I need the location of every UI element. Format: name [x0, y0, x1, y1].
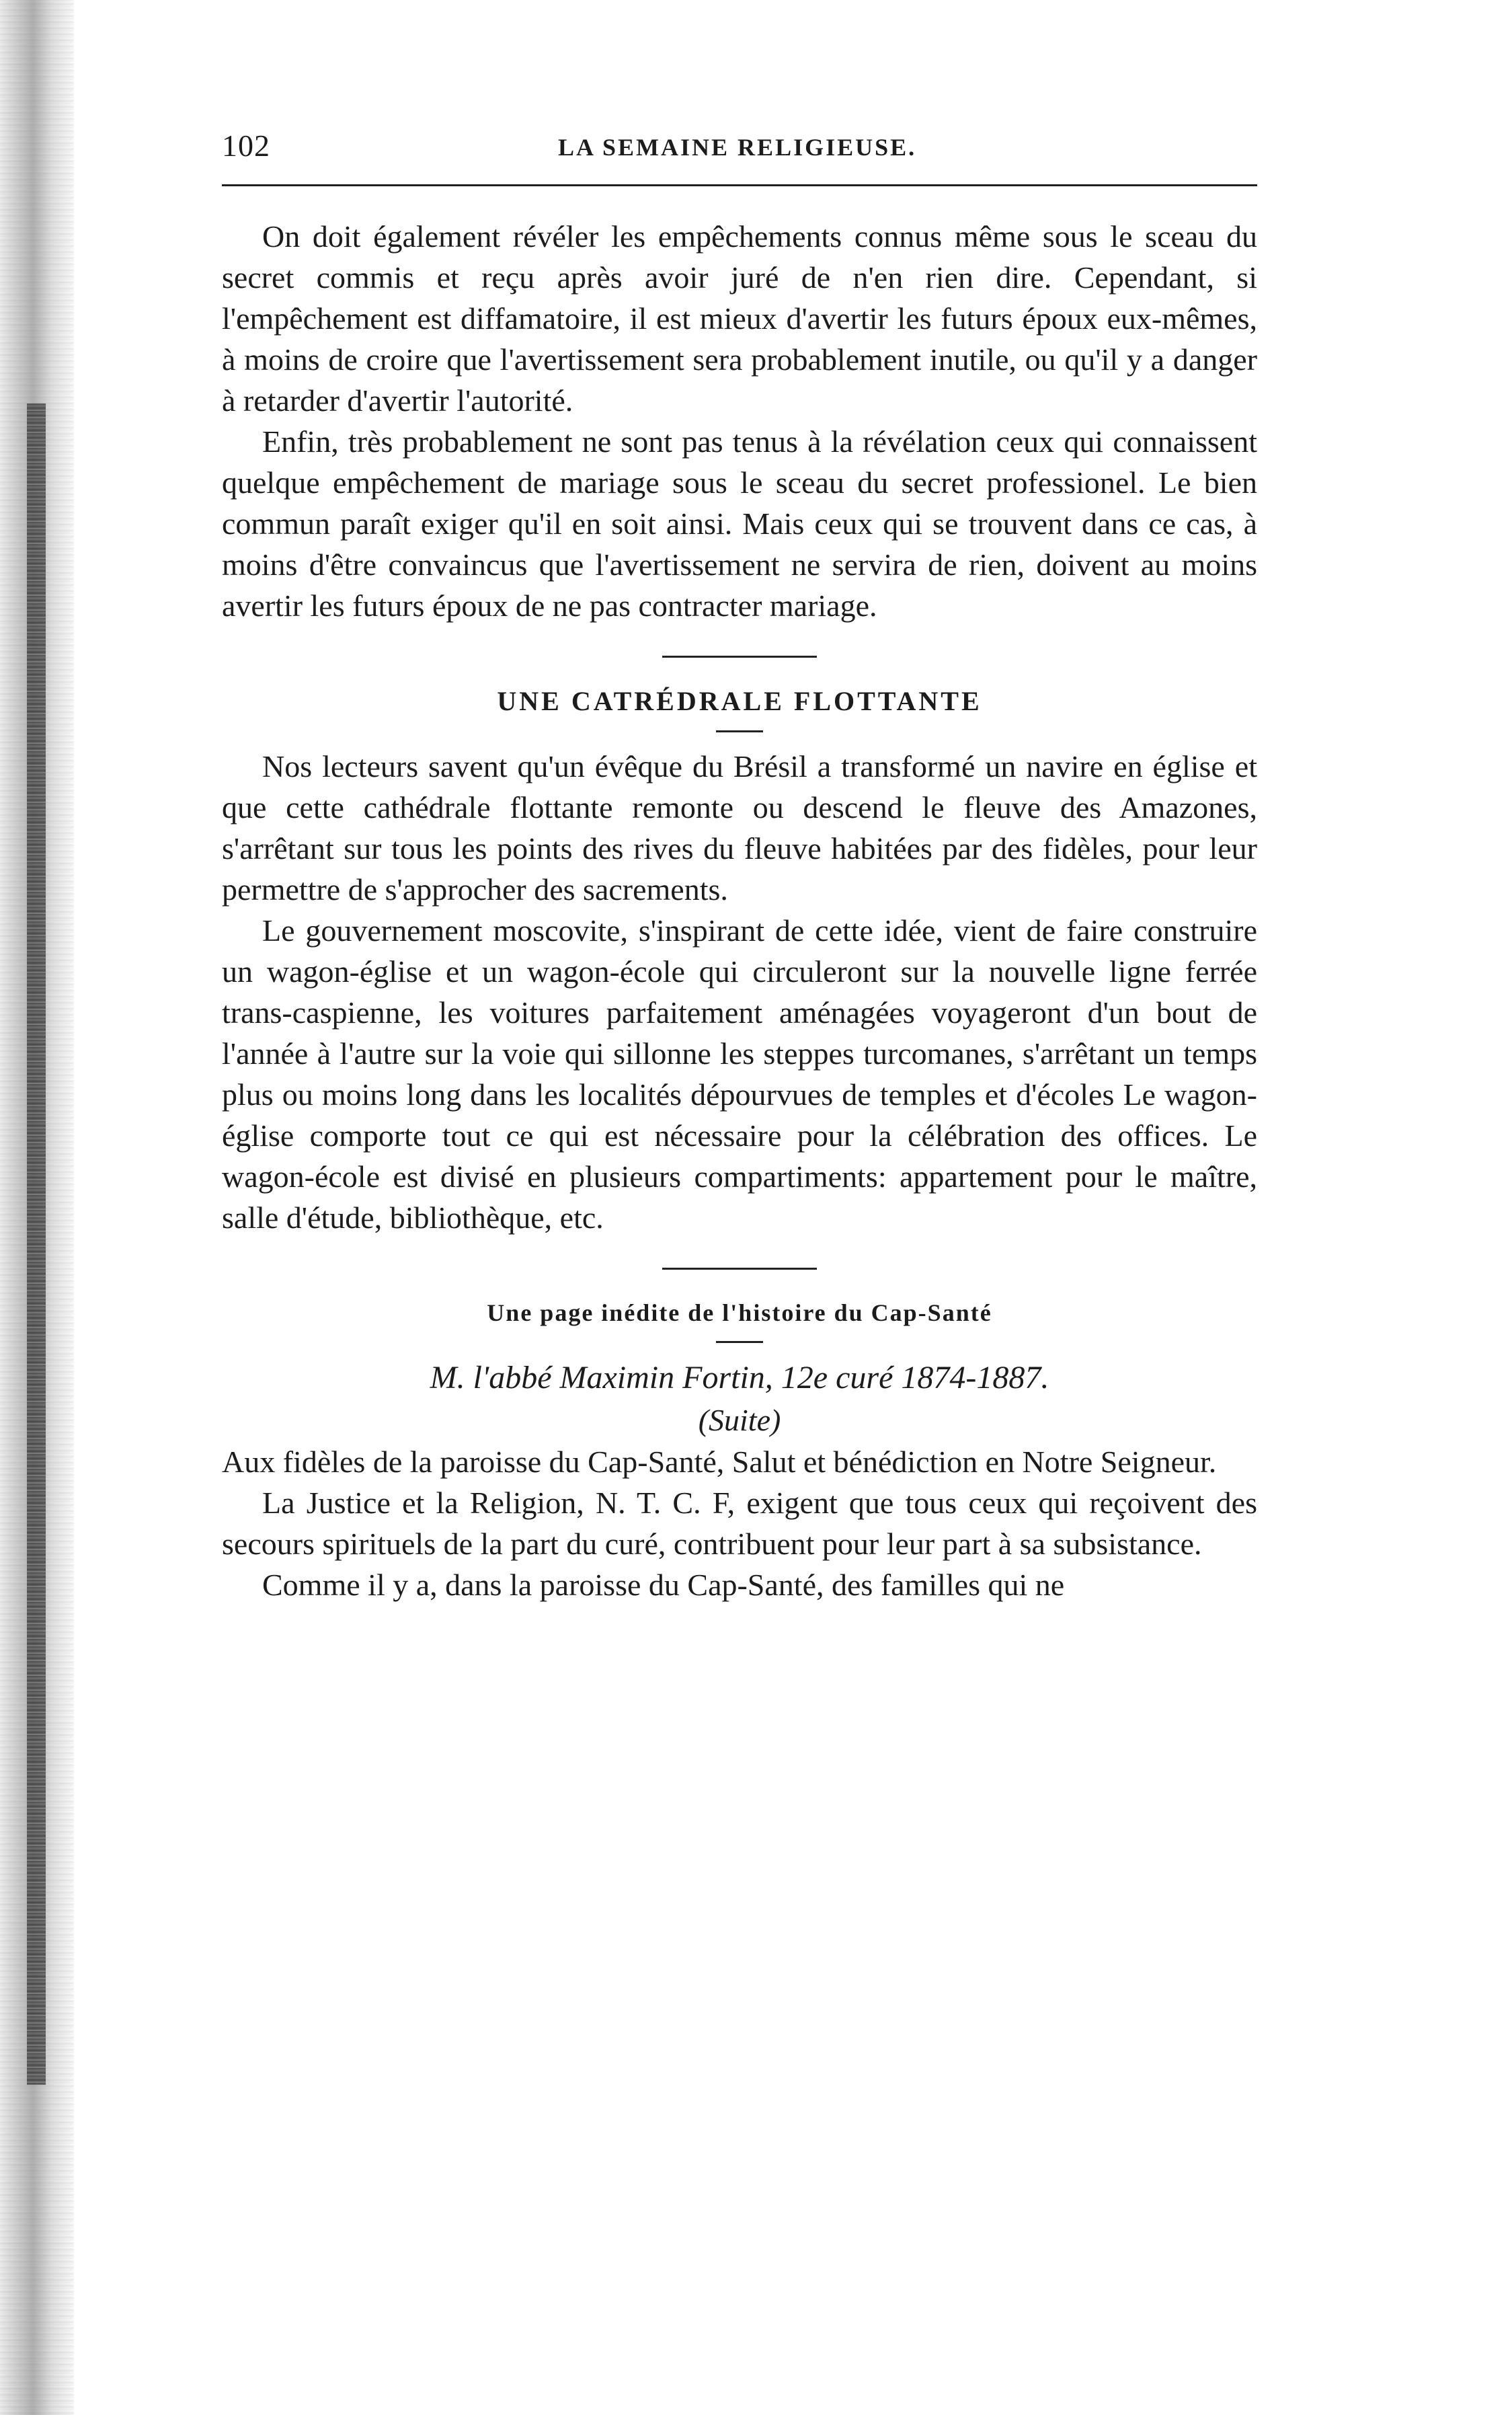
page-content	[222, 216, 1257, 1605]
running-header	[222, 128, 1257, 175]
scan-binding-spine	[27, 404, 46, 2085]
section-heading-cap-sante: Une page inédite de l'histoire du Cap-Santé	[487, 1299, 992, 1326]
running-title: LA SEMAINE RELIGIEUSE.	[558, 134, 917, 161]
author-byline: M. l'abbé Maximin Fortin, 12e curé 1874-1887.	[430, 1360, 1049, 1395]
heading-dash	[716, 1341, 763, 1343]
suite-label: (Suite)	[698, 1403, 781, 1437]
paragraph-wagon-eglise: Le gouvernement moscovite, s'inspirant de cette idée, vient de faire construire un wagon-église et un wagon-école qui circuleront sur la nouvelle ligne ferrée trans-caspienne, les voitures parfaitement aménagées voyageront d'un bout de l'année à l'autre sur la voie qui sillonne les steppes turcomanes, s'arrêtant un temps plus ou moins long dans les localités dépourvues de temples et d'écoles Le wagon-église comporte tout ce qui est nécessaire pour la célébration des offices. Le wagon-école est divisé en plusieurs compartiments: appartement pour le maître, salle d'étude, bibliothèque, etc.	[222, 913, 1257, 1235]
paragraph-justice: La Justice et la Religion, N. T. C. F, exigent que tous ceux qui reçoivent des secours spirituels de la part du curé, contribuent pour leur part à sa subsistance.	[222, 1486, 1257, 1561]
page-number: 102	[222, 128, 270, 163]
heading-dash	[716, 730, 763, 732]
header-rule	[222, 184, 1257, 186]
paragraph-familles: Comme il y a, dans la paroisse du Cap-Santé, des familles qui ne	[262, 1568, 1065, 1602]
paragraph-bresil: Nos lecteurs savent qu'un évêque du Brésil a transformé un navire en église et que cette cathédrale flottante remonte ou descend le fleuve des Amazones, s'arrêtant sur tous les points des rives du fleuve habitées par des fidèles, pour leur permettre de s'approcher des sacrements.	[222, 749, 1257, 907]
salutation: Aux fidèles de la paroisse du Cap-Santé, Salut et bénédiction en Notre Seigneur.	[222, 1445, 1217, 1479]
section-separator	[662, 1268, 817, 1270]
paragraph-secret-commis: On doit également révéler les empêchements connus même sous le sceau du secret commis et reçu après avoir juré de n'en rien dire. Cependant, si l'empêchement est diffamatoire, il est mieux d'avertir les futurs époux eux-mêmes, à moins de croire que l'avertissement sera probablement inutile, ou qu'il y a danger à retarder d'avertir l'autorité.	[222, 219, 1257, 418]
paragraph-secret-professionel: Enfin, très probablement ne sont pas tenus à la révélation ceux qui connaissent quelque empêchement de mariage sous le sceau du secret professionel. Le bien commun paraît exiger qu'il en soit ainsi. Mais ceux qui se trouvent dans ce cas, à moins d'être convaincus que l'avertissement ne servira de rien, doivent au moins avertir les futurs époux de ne pas contracter mariage.	[222, 424, 1257, 623]
section-separator	[662, 656, 817, 658]
section-heading-cathedrale: UNE CATRÉDRALE FLOTTANTE	[497, 686, 982, 716]
document-page	[222, 128, 1257, 1605]
